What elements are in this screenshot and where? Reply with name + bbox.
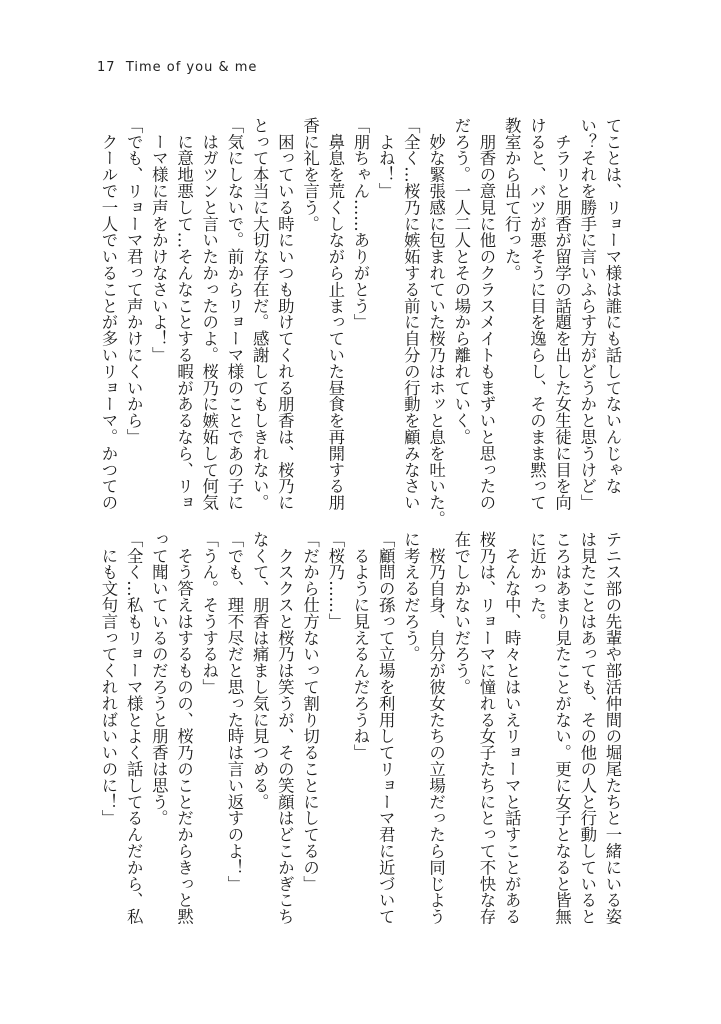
upper-text-block [95,117,625,527]
text-line: 「顧問の孫って立場を利用してリョーマ君に近づいて [376,531,396,925]
text-line: 「全く…桜乃に嫉妬する前に自分の行動を顧みなさい [401,117,421,511]
text-line: 「朋ちゃん……ありがとう」 [350,117,370,331]
text-line: クスクスと桜乃は笑うが、その笑顔はどこかぎこち [275,531,295,925]
text-line: 「だから仕方ないって割り切ることにしてるの」 [300,531,320,892]
page-number: 17 [97,60,116,75]
text-line: って聞いているのだろうと朋香は思う。 [149,531,169,827]
text-line: だろう。一人二人とその場から離れていく。 [451,117,471,445]
text-line: に近かった。 [527,531,547,630]
text-line: 妙な緊張感に包まれていた桜乃はホッと息を吐いた。 [426,117,446,527]
text-line: に意地悪して…そんなことする暇があるなら、リョ [174,117,194,511]
text-line: 朋香の意見に他のクラスメイトもまずいと思ったの [476,117,496,511]
text-line: てことは、リョーマ様は誰にも話してないんじゃな [603,117,622,495]
text-line: 香に礼を言う。 [300,117,320,232]
text-line: 困っている時にいつも助けてくれる朋香は、桜乃に [275,117,295,511]
text-line: に考えるだろう。 [401,531,421,663]
text-line: ころはあまり見たことがない。更に女子となると皆無 [552,531,572,925]
page-header [97,60,257,75]
text-line: は見たことはあっても、その他の人と行動していると [577,531,597,925]
text-line: テニス部の先輩や部活仲間の堀尾たちと一緒にいる姿 [603,531,622,925]
text-line: けると、バツが悪そうに目を逸らし、そのまま黙って [527,117,547,511]
text-line: よね！」 [376,117,396,199]
text-line: い？それを勝手に言いふらす方がどうかと思うけど」 [577,117,597,511]
lower-text-block [95,531,625,931]
text-line: そんな中、時々とはいえリョーマと話すことがある [502,531,522,925]
text-line: クールで一人でいることが多いリョーマ。かつての [98,117,118,511]
text-line: 桜乃自身、自分が彼女たちの立場だったら同じよう [426,531,446,925]
text-line: 「桜乃……」 [325,531,345,630]
text-line: 「気にしないで。前からリョーマ様のことであの子に [224,117,244,511]
text-line: にも文句言ってくれればいいのに！」 [98,531,118,827]
text-line: なくて、朋香は痛まし気に見つめる。 [250,531,270,810]
text-line: 「全く…私もリョーマ様とよく話してるんだから、私 [124,531,144,925]
text-line: はガツンと言いたかったのよ。桜乃に嫉妬して何気 [199,117,219,511]
text-line: ーマ様に声をかけなさいよ！」 [149,117,169,363]
text-line: 「うん。そうするね」 [199,531,219,695]
text-line: 在でしかないだろう。 [451,531,471,695]
text-line: とって本当に大切な存在だ。感謝してもしきれない。 [250,117,270,511]
book-title: Time of you & me [125,60,258,75]
text-line: 鼻息を荒くしながら止まっていた昼食を再開する朋 [325,117,345,511]
text-line: そう答えはするものの、桜乃のことだからきっと黙 [174,531,194,925]
text-line: 桜乃は、リョーマに憧れる女子たちにとって不快な存 [476,531,496,925]
text-line: チラリと朋香が留学の話題を出した女生徒に目を向 [552,117,572,511]
text-line: 「でも、理不尽だと思った時は言い返すのよ！」 [224,531,244,892]
text-line: るように見えるんだろうね」 [350,531,370,761]
text-line: 教室から出て行った。 [502,117,522,281]
text-line: 「でも、リョーマ君って声かけにくいから」 [124,117,144,445]
